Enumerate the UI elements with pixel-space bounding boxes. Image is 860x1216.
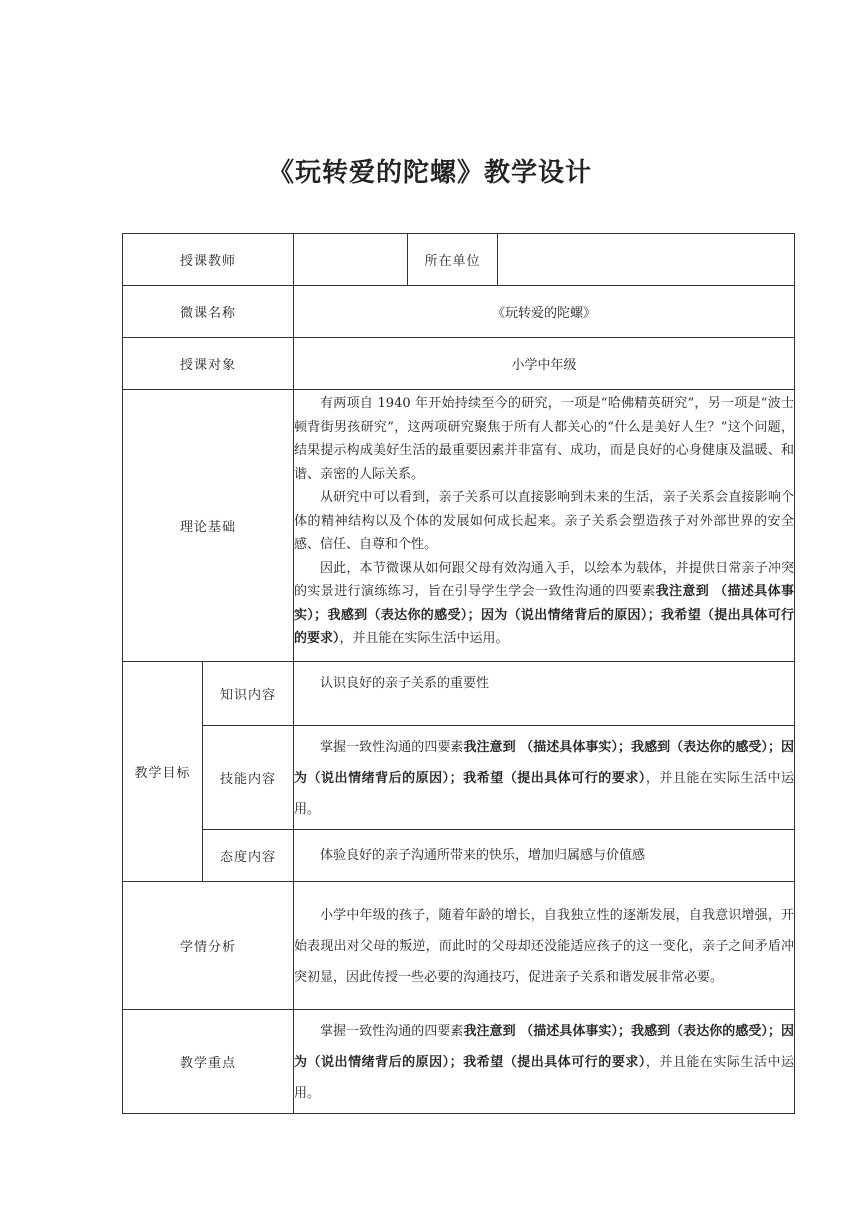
course-name-label: 微课名称 <box>123 286 294 338</box>
table-row <box>123 234 795 286</box>
unit-value <box>498 234 795 286</box>
table-row <box>123 882 795 1010</box>
theory-paragraph-2: 从研究中可以看到，亲子关系可以直接影响到未来的生活，亲子关系会直接影响个体的精神结构以及个体的发展如何成长起来。亲子关系会塑造孩子对外部世界的安全感、信任、自尊和个性。 <box>294 490 795 552</box>
attitude-text <box>294 830 795 882</box>
teacher-value <box>294 234 408 286</box>
knowledge-label: 知识内容 <box>203 662 294 726</box>
table-row <box>123 830 795 882</box>
theory-paragraph-1: 有两项自 1940 年开始持续至今的研究，一项是“哈佛精英研究”，另一项是“波士顿背街男孩研究”，这两项研究聚焦于所有人都关心的“什么是美好人生？”这个问题，结果提示构成美好生活的最重要因素并非富有、成功，而是良好的心身健康及温暖、和谐、亲密的人际关系。 <box>294 396 795 482</box>
skill-text-body <box>294 732 794 825</box>
course-name-value: 《玩转爱的陀螺》 <box>294 286 795 338</box>
skill-text-bold: 我注意到 （描述具体事实）；我感到（表达你的感受）；因为（说出情绪背后的原因）；我希望（提出具体可行的要求） <box>294 740 795 786</box>
key-points-text-c: ，并且能在实际生活中运用。 <box>294 1055 794 1101</box>
theory-paragraph-3 <box>294 557 794 651</box>
attitude-label: 态度内容 <box>203 830 294 882</box>
audience-label: 授课对象 <box>123 338 294 390</box>
theory-p3-tail: ，并且能在实际生活中运用。 <box>339 631 509 646</box>
knowledge-text-body: 认识良好的亲子关系的重要性 <box>320 676 490 691</box>
key-points-text-a: 掌握一致性沟通的四要素 <box>320 1024 464 1039</box>
key-points-text-bold: 我注意到 （描述具体事实）；我感到（表达你的感受）；因为（说出情绪背后的原因）；我希望（提出具体可行的要求） <box>294 1024 795 1070</box>
table-row <box>123 338 795 390</box>
table-row <box>123 726 795 830</box>
theory-p3-text: 因此，本节微课从如何跟父母有效沟通入手，以绘本为载体，并提供日常亲子冲突的实景进行演练练习，旨在引导学生学会一致性沟通的四要素 <box>294 560 795 599</box>
knowledge-text <box>294 662 795 726</box>
skill-text-a: 掌握一致性沟通的四要素 <box>320 740 464 755</box>
table-row <box>123 390 795 662</box>
skill-text-c: ，并且能在实际生活中运用。 <box>294 771 794 817</box>
table-row <box>123 1010 795 1114</box>
lesson-plan-table <box>122 233 795 1114</box>
analysis-text-body: 小学中年级的孩子，随着年龄的增长，自我独立性的逐渐发展，自我意识增强，开始表现出对父母的叛逆，而此时的父母却还没能适应孩子的这一变化，亲子之间矛盾冲突初显，因此传授一些必要的沟通技巧，促进亲子关系和谐发展非常必要。 <box>294 908 795 985</box>
unit-label: 所在单位 <box>408 234 498 286</box>
analysis-label: 学情分析 <box>123 882 294 1010</box>
key-points-text <box>294 1010 795 1114</box>
theory-p3-bold: 我注意到 （描述具体事实）；我感到（表达你的感受）；因为（说出情绪背后的原因）；我希望（提出具体可行的要求） <box>294 584 795 646</box>
key-points-label: 教学重点 <box>123 1010 294 1114</box>
skill-label: 技能内容 <box>203 726 294 830</box>
table-row <box>123 286 795 338</box>
attitude-text-body: 体验良好的亲子沟通所带来的快乐，增加归属感与价值感 <box>320 847 646 863</box>
theory-text <box>294 390 795 662</box>
teacher-label: 授课教师 <box>123 234 294 286</box>
analysis-text <box>294 882 795 1010</box>
table-row <box>123 662 795 726</box>
theory-label: 理论基础 <box>123 390 294 662</box>
key-points-text-body <box>294 1016 794 1109</box>
audience-value: 小学中年级 <box>294 338 795 390</box>
page-title: 《玩转爱的陀螺》教学设计 <box>267 158 592 188</box>
goals-label: 教学目标 <box>123 662 203 882</box>
skill-text <box>294 726 795 830</box>
